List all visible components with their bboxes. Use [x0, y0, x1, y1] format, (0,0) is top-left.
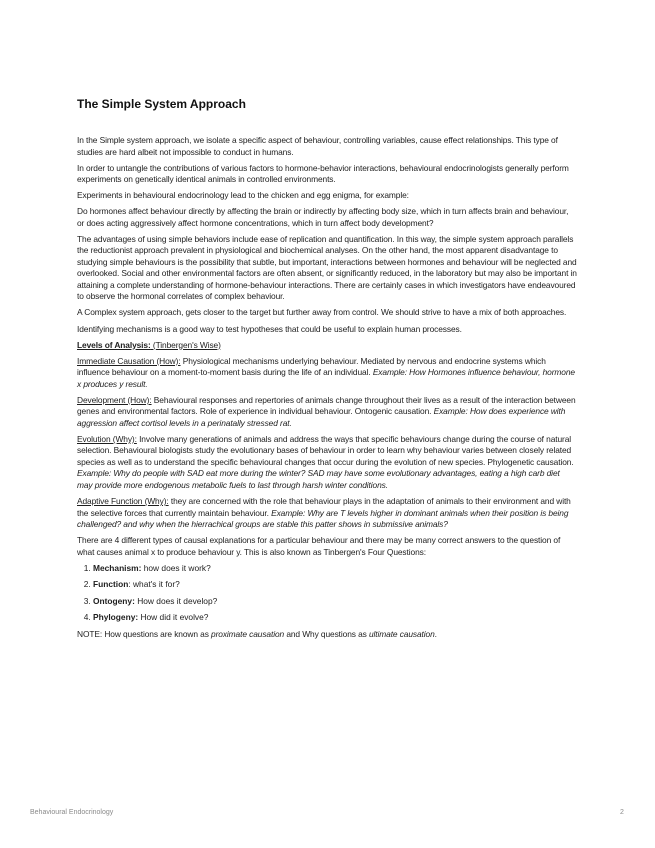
- levels-label: Levels of Analysis:: [77, 339, 151, 350]
- development-text: Behavioural responses and repertories of animals change throughout their lives as a result of the interaction between genes and environmental factors. Role of experience in individual behaviour. Ontogenic causation.: [77, 394, 576, 417]
- footer-title: Behavioural Endocrinology: [30, 809, 114, 816]
- paragraph-simple-system: In the Simple system approach, we isolate a specific aspect of behaviour, controlling variables, cause effect relationships. This type of studies are hard albeit not impossible to conduct in humans.: [77, 135, 558, 157]
- development-causation: [77, 395, 577, 430]
- list-item: 1. Mechanism: how does it work?: [93, 563, 577, 575]
- evolution-text: Involve many generations of animals and address the ways that specific behaviours change during the course of natural selection. Behavioural biologists study the evolutionary bases of behaviour in order to learn why behaviour varies between closely related species as well as to understand the specific behavioural changes that occur during the evolution of new species. Phylogenetic causation.: [77, 433, 574, 467]
- page-number: 2: [620, 809, 624, 816]
- ultimate-causation: ultimate causation: [368, 628, 435, 639]
- document-page: [77, 97, 577, 645]
- adaptive-example: Example: Why are T levels higher in dominant animals when their position is being challenged? and why when the hierrachical groups are stable this patter shows in submissive animals?: [77, 507, 569, 530]
- immediate-example: Example: How Hormones influence behaviour, hormone x produces y result.: [77, 367, 575, 389]
- four-questions-list: [77, 563, 577, 624]
- paragraph-question: Do hormones affect behaviour directly by affecting the brain or indirectly by affecting body size, which in turn affects brain and behaviour, or does acting aggressively affect hormone concentrations, which in turn affect body development?: [77, 206, 569, 228]
- proximate-causation: proximate causation: [211, 628, 285, 639]
- development-example: Example: How does experience with aggression affect cortisol levels in a perinatally stressed rat.: [77, 406, 566, 428]
- page-title: The Simple System Approach: [77, 97, 246, 111]
- adaptive-text: they are concerned with the role that behaviour plays in the adaptation of animals to their environment and with the selective forces that currently maintain behaviour.: [77, 496, 571, 518]
- note-paragraph: NOTE: How questions are known as proximate causation and Why questions as ultimate causation.: [77, 628, 437, 639]
- development-label: Development (How):: [77, 394, 152, 405]
- paragraph-untangle: In order to untangle the contributions of various factors to hormone-behavior interactions, behavioural endocrinologists generally perform experiments on genetically identical animals in controlled environments.: [77, 162, 569, 185]
- paragraph-advantages: The advantages of using simple behaviors include ease of replication and quantification. In this way, the simple system approach parallels the reductionist approach prevalent in physiological and biochemical analyses. On the other hand, the most apparent disadvantage to studying simple behaviours is the possibility that subtle, but important, interactions between hormones and behaviour will be neglected and overlooked. Social and other environmental factors are often absent, or significantly reduced, in the laboratory but may also be important in attaining a complete understanding of hormone-behaviour interactions. There are certainly cases in which investigators have endeavoured to observe the hormonal correlates of complex behaviour.: [77, 233, 577, 302]
- evolution-label: Evolution (Why):: [77, 433, 137, 444]
- immediate-text: Physiological mechanisms underlying behaviour. Mediated by nervous and endocrine systems which influence behaviour on a moment-to-moment basis during the life of an individual.: [77, 355, 546, 378]
- paragraph-mechanisms: Identifying mechanisms is a good way to test hypotheses that could be useful to explain human processes.: [77, 323, 462, 334]
- levels-heading: [77, 340, 577, 352]
- paragraph-complex-system: A Complex system approach, gets closer to the target but further away from control. We should strive to have a mix of both approaches.: [77, 307, 567, 318]
- list-item: 3. Ontogeny: How does it develop?: [93, 596, 577, 608]
- adaptive-label: Adaptive Function (Why):: [77, 496, 169, 507]
- evolution-example: Example: Why do people with SAD eat more during the winter? SAD may have some evolutionary advantages, eating a high carb diet may provide more endogenous metabolic fuels to last through harsh winter conditions.: [77, 468, 560, 490]
- paragraph-chicken-egg: Experiments in behavioural endocrinology lead to the chicken and egg enigma, for example:: [77, 190, 409, 201]
- levels-subtitle: (Tinbergen's Wise): [150, 339, 221, 350]
- adaptive-function: [77, 496, 577, 531]
- list-item: 2. Function: what's it for?: [93, 579, 577, 591]
- immediate-causation: [77, 356, 577, 391]
- list-item: 4. Phylogeny: How did it evolve?: [93, 612, 577, 624]
- immediate-label: Immediate Causation (How):: [77, 355, 181, 366]
- paragraph-four-questions: There are 4 different types of causal explanations for a particular behaviour and there may be many correct answers to the question of what causes animal x to produce behaviour y. This is also known as Tinbergen's Four Questions:: [77, 535, 561, 557]
- evolution-causation: [77, 434, 577, 492]
